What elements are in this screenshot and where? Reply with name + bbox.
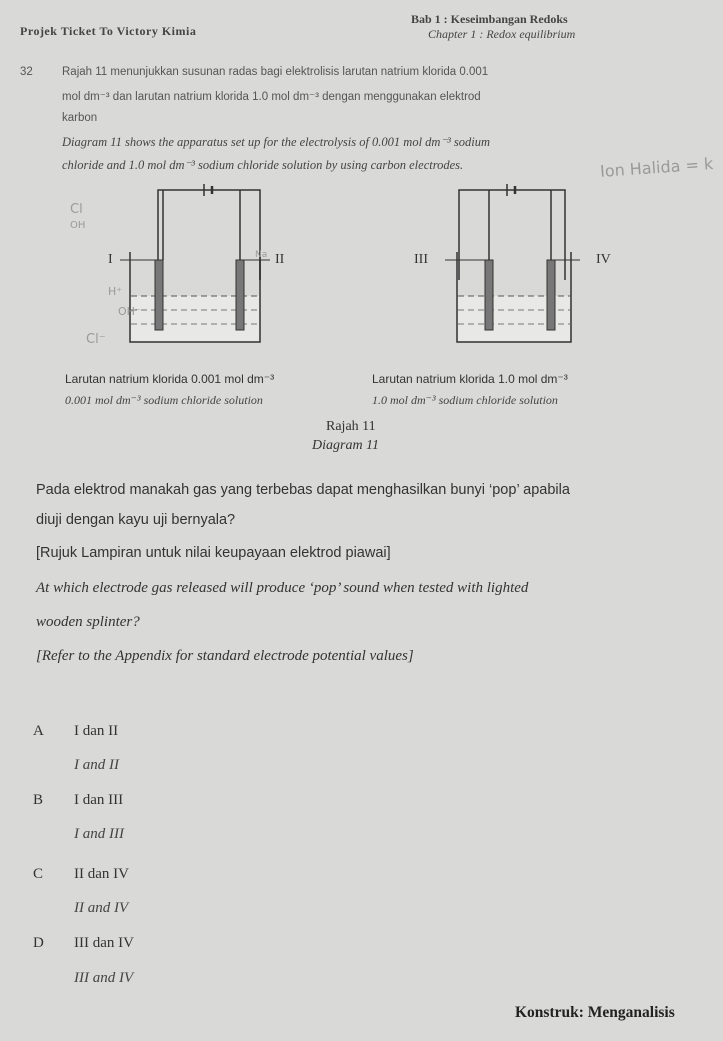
electrode-label-III: III (414, 252, 428, 267)
option-C-text-en[interactable]: II and IV (74, 900, 129, 916)
right-caption-ms: Larutan natrium klorida 1.0 mol dm⁻³ (372, 372, 568, 386)
prompt-ms-1: Pada elektrod manakah gas yang terbebas dapat menghasilkan bunyi ‘pop’ apabila (36, 482, 570, 498)
option-A-text[interactable]: I dan II (74, 723, 119, 739)
handwritten-mark: Cl⁻ (86, 332, 106, 347)
apparatus-right (445, 182, 585, 352)
option-D-letter[interactable]: D (33, 935, 44, 951)
handwritten-mark: OH⁻ (118, 305, 141, 318)
left-caption-ms: Larutan natrium klorida 0.001 mol dm⁻³ (65, 372, 275, 386)
option-A-text-en[interactable]: I and II (74, 757, 119, 773)
chapter-title-en: Chapter 1 : Redox equilibrium (428, 27, 576, 41)
chapter-title-ms: Bab 1 : Keseimbangan Redoks (411, 12, 568, 26)
rajah-label: Rajah 11 (326, 419, 376, 434)
prompt-ms-3: [Rujuk Lampiran untuk nilai keupayaan elektrod piawai] (36, 545, 391, 561)
question-number: 32 (20, 66, 33, 78)
question-ms-line2: mol dm⁻³ dan larutan natrium klorida 1.0 mol dm⁻³ dengan menggunakan elektrod (62, 91, 481, 103)
question-ms-line3: karbon (62, 112, 98, 124)
handwritten-note: Ion Halida = k (599, 154, 714, 181)
question-ms-line1: Rajah 11 menunjukkan susunan radas bagi elektrolisis larutan natrium klorida 0.001 (62, 66, 489, 78)
electrode-label-II: II (275, 252, 285, 267)
construct-label: Konstruk: Menganalisis (515, 1004, 675, 1021)
electrode-label-IV: IV (596, 252, 611, 267)
project-title: Projek Ticket To Victory Kimia (20, 24, 197, 38)
question-en-line1: Diagram 11 shows the apparatus set up for the electrolysis of 0.001 mol dm⁻³ sodium (62, 135, 491, 149)
left-caption-en: 0.001 mol dm⁻³ sodium chloride solution (65, 393, 263, 407)
handwritten-mark: Cl (70, 202, 83, 217)
option-B-letter[interactable]: B (33, 792, 44, 808)
option-C-letter[interactable]: C (33, 866, 44, 882)
right-caption-en: 1.0 mol dm⁻³ sodium chloride solution (372, 393, 558, 407)
diagram-label: Diagram 11 (312, 438, 380, 453)
option-D-text[interactable]: III dan IV (74, 935, 134, 951)
option-D-text-en[interactable]: III and IV (74, 970, 134, 986)
prompt-ms-2: diuji dengan kayu uji bernyala? (36, 512, 236, 528)
option-A-letter[interactable]: A (33, 723, 44, 739)
handwritten-mark: Na (255, 250, 268, 260)
handwritten-mark: H⁺ (108, 285, 123, 298)
option-B-text-en[interactable]: I and III (74, 826, 124, 842)
prompt-en-1: At which electrode gas released will produce ‘pop’ sound when tested with lighted (36, 580, 529, 596)
option-B-text[interactable]: I dan III (74, 792, 124, 808)
handwritten-mark: OH (70, 220, 86, 231)
option-C-text[interactable]: II dan IV (74, 866, 129, 882)
prompt-en-3: [Refer to the Appendix for standard electrode potential values] (36, 648, 414, 664)
question-en-line2: chloride and 1.0 mol dm⁻³ sodium chloride solution by using carbon electrodes. (62, 158, 464, 172)
apparatus-left (120, 182, 280, 352)
prompt-en-2: wooden splinter? (36, 614, 140, 630)
electrode-label-I: I (108, 252, 113, 267)
